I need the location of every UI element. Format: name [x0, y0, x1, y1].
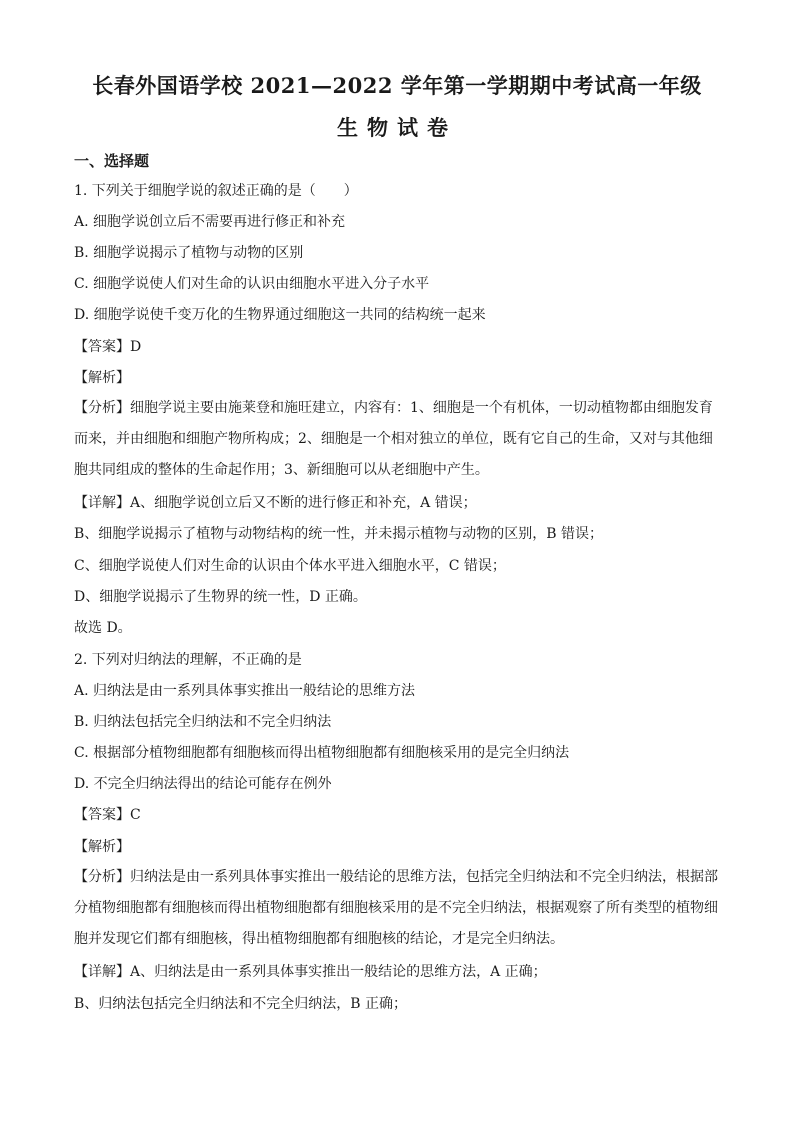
page-title: 长春外国语学校 2021—2022 学年第一学期期中考试高一年级 [92, 73, 702, 98]
question-2-stem: 2. 下列对归纳法的理解，不正确的是 [74, 652, 302, 668]
question-1-analysis-label: 【解析】 [74, 370, 130, 386]
question-2-analysis-label: 【解析】 [74, 839, 130, 855]
question-1-option-c: C. 细胞学说使人们对生命的认识由细胞水平进入分子水平 [74, 276, 430, 292]
question-1-detail-b: B、细胞学说揭示了植物与动物结构的统一性，并未揭示植物与动物的区别，B 错误； [74, 526, 604, 542]
question-1-detail-c: C、细胞学说使人们对生命的认识由个体水平进入细胞水平，C 错误； [74, 558, 506, 574]
question-1-analysis: 【分析】细胞学说主要由施莱登和施旺建立，内容有：1、细胞是一个有机体，一切动植物都由细胞发育而来，并由细胞和细胞产物所构成；2、细胞是一个相对独立的单位，既有它自己的生命，又对与其他细胞共同组成的整体的生命起作用；3、新细胞可以从老细胞中产生。 [74, 400, 713, 478]
question-2-detail-a: 【详解】A、归纳法是由一系列具体事实推出一般结论的思维方法，A 正确； [74, 964, 547, 980]
question-2-option-c: C. 根据部分植物细胞都有细胞核而得出植物细胞都有细胞核采用的是完全归纳法 [74, 745, 570, 761]
section-heading: 一、选择题 [74, 152, 150, 170]
question-1-detail-a: 【详解】A、细胞学说创立后又不断的进行修正和补充，A 错误； [74, 495, 477, 511]
question-2-analysis: 【分析】归纳法是由一系列具体事实推出一般结论的思维方法，包括完全归纳法和不完全归纳法，根据部分植物细胞都有细胞核而得出植物细胞都有细胞核采用的是不完全归纳法，根据观察了所有类型的植物细胞并发现它们都有细胞核，得出植物细胞都有细胞核的结论，才是完全归纳法。 [74, 869, 718, 947]
question-2-answer: 【答案】C [74, 807, 141, 823]
question-1-option-d: D. 细胞学说使千变万化的生物界通过细胞这一共同的结构统一起来 [74, 307, 486, 323]
question-2-detail-b: B、归纳法包括完全归纳法和不完全归纳法，B 正确； [74, 996, 408, 1012]
question-1-detail-d: D、细胞学说揭示了生物界的统一性，D 正确。 [74, 589, 367, 605]
question-2-option-a: A. 归纳法是由一系列具体事实推出一般结论的思维方法 [74, 683, 416, 699]
question-1-answer: 【答案】D [74, 339, 142, 355]
question-2-option-b: B. 归纳法包括完全归纳法和不完全归纳法 [74, 714, 332, 730]
question-1-stem: 1. 下列关于细胞学说的叙述正确的是（ ） [74, 183, 358, 199]
question-1-option-b: B. 细胞学说揭示了植物与动物的区别 [74, 245, 304, 261]
question-1-option-a: A. 细胞学说创立后不需要再进行修正和补充 [74, 214, 346, 230]
question-1-conclusion: 故选 D。 [74, 620, 132, 636]
question-2-option-d: D. 不完全归纳法得出的结论可能存在例外 [74, 776, 332, 792]
page-subtitle: 生物试卷 [337, 115, 457, 140]
